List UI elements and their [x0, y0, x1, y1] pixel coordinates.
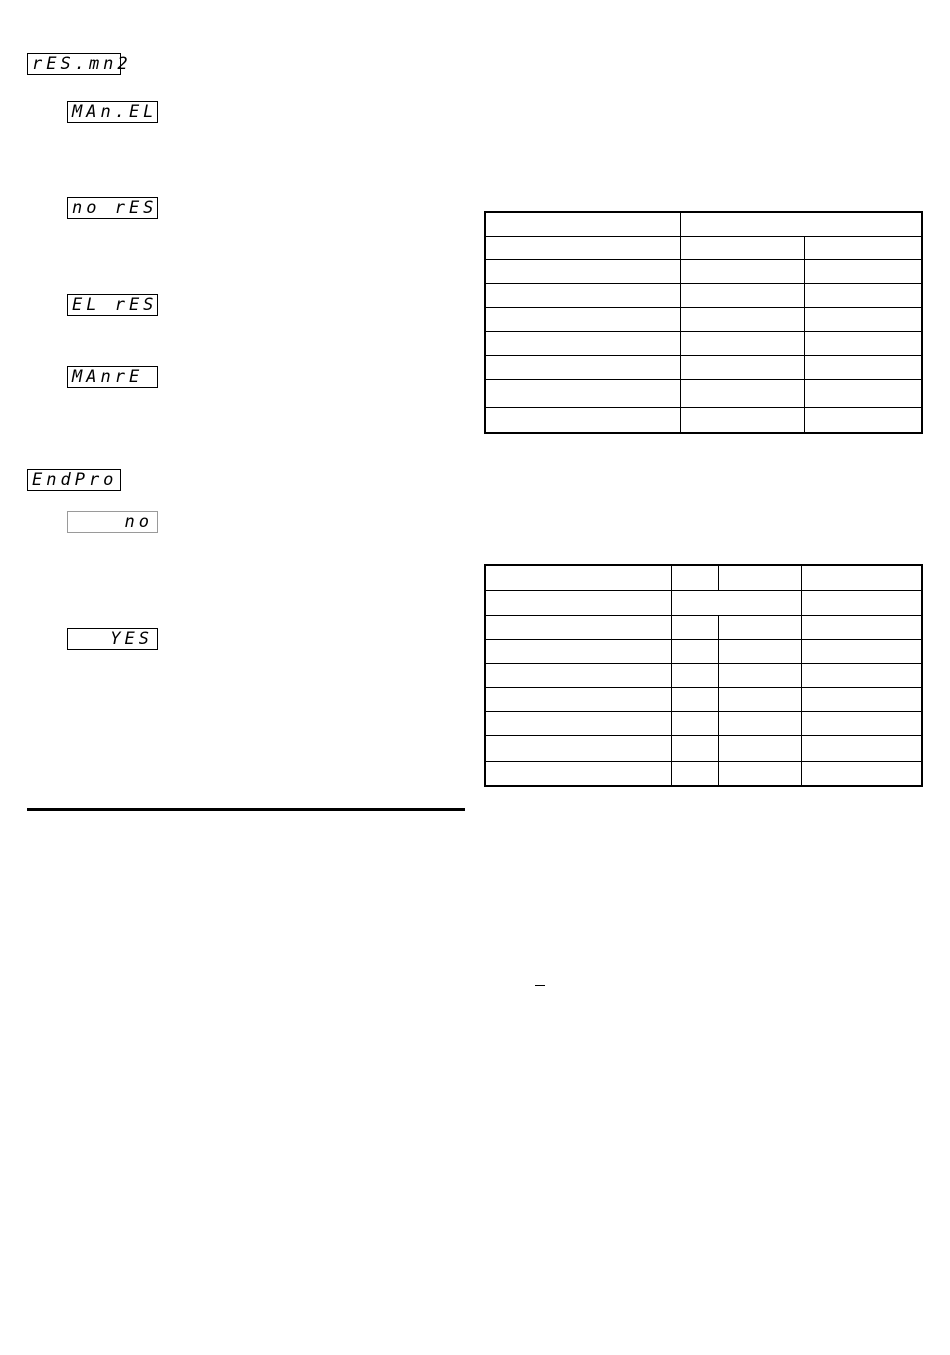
- dash-mark: [535, 985, 545, 986]
- display-resmn2: rES.mn2: [27, 53, 121, 75]
- table-2-row-line: [486, 663, 921, 664]
- parameter-table-2: [484, 564, 923, 787]
- table-2-row-line: [486, 639, 921, 640]
- display-option-no: no: [67, 511, 158, 533]
- table-2-row-line: [486, 687, 921, 688]
- table-2-col-line: [801, 566, 802, 785]
- display-endpro: EndPro: [27, 469, 121, 491]
- display-option-manre: MAnrE: [67, 366, 158, 388]
- table-2-row-line: [486, 590, 921, 591]
- table-2-row-line: [486, 711, 921, 712]
- display-option-manel: MAn.EL: [67, 101, 158, 123]
- table-2-col-line: [718, 566, 719, 590]
- table-1-col-line: [680, 213, 681, 432]
- table-1-row-line: [486, 331, 921, 332]
- display-option-yes: YES: [67, 628, 158, 650]
- table-1-row-line: [486, 307, 921, 308]
- display-option-nores: no rES: [67, 197, 158, 219]
- section-divider: [27, 808, 465, 811]
- table-1-col-line: [804, 236, 805, 432]
- table-1-row-line: [486, 236, 921, 237]
- table-1-row-line: [486, 355, 921, 356]
- table-1-row-line: [486, 259, 921, 260]
- table-2-row-line: [486, 615, 921, 616]
- parameter-table-1: [484, 211, 923, 434]
- table-2-row-line: [486, 735, 921, 736]
- display-option-elres: EL rES: [67, 294, 158, 316]
- table-2-col-line: [718, 615, 719, 785]
- table-1-row-line: [486, 283, 921, 284]
- table-2-row-line: [486, 761, 921, 762]
- table-2-col-line: [671, 566, 672, 785]
- table-1-row-line: [486, 379, 921, 380]
- table-1-row-line: [486, 407, 921, 408]
